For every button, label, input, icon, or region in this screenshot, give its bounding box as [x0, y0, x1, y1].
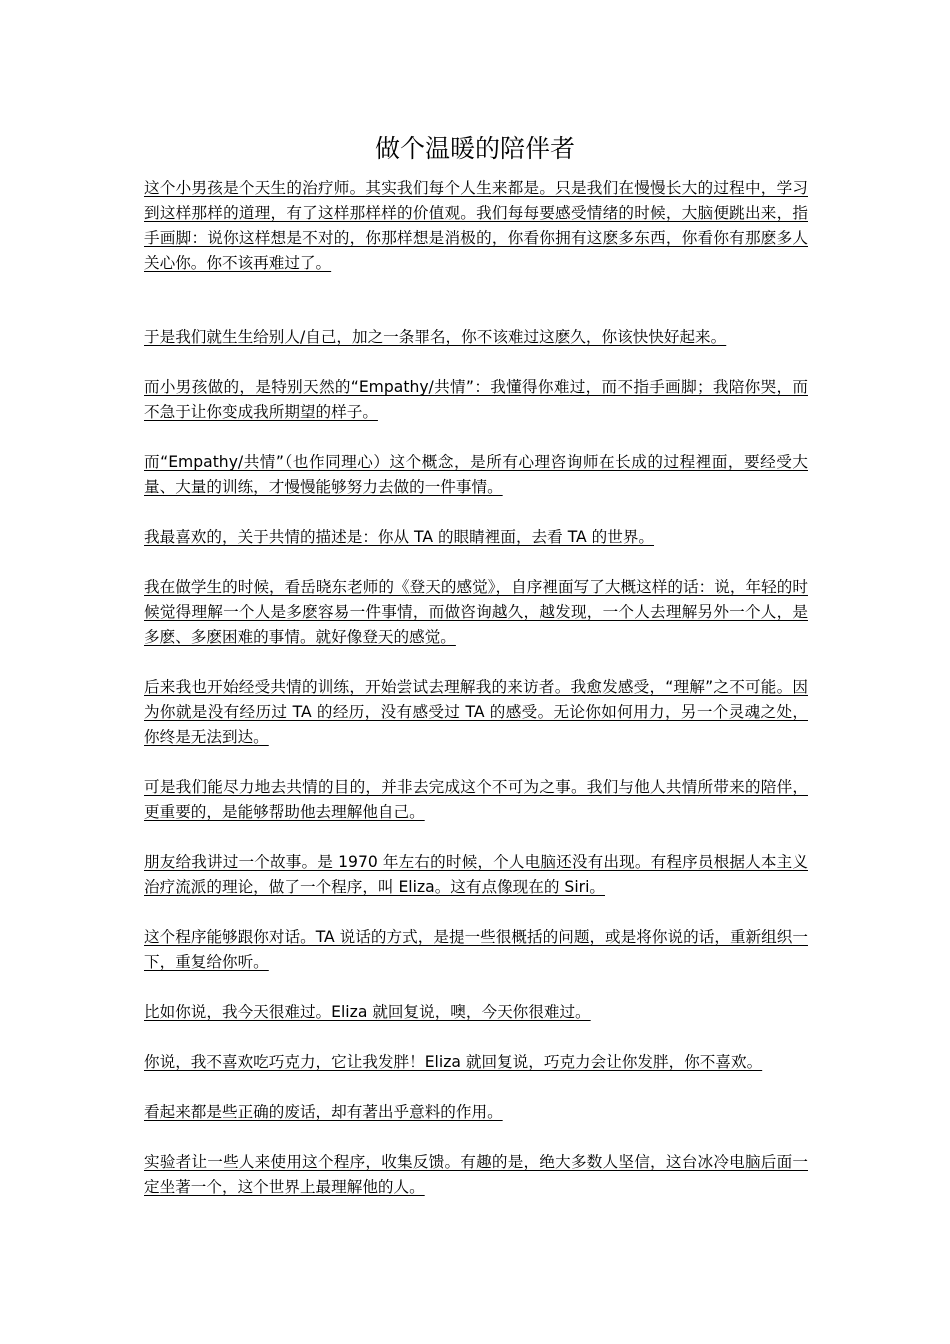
- paragraph-9: 朋友给我讲过一个故事。是 1970 年左右的时候，个人电脑还没有出现。有程序员根据人本主义治疗流派的理论，做了一个程序，叫 Eliza。这有点像现在的 Siri。: [144, 853, 808, 896]
- paragraph-1: 这个小男孩是个天生的治疗师。其实我们每个人生来都是。只是我们在慢慢长大的过程中，学习到这样那样的道理，有了这样那样样的价值观。我们每每要感受情绪的时候，大脑便跳出来，指手画脚：说你这样想是不对的，你那样想是消极的，你看你拥有这麽多东西，你看你有那麽多人关心你。你不该再难过了。: [144, 179, 808, 272]
- paragraph-14: 实验者让一些人来使用这个程序，收集反馈。有趣的是，绝大多数人坚信，这台冰冷电脑后面一定坐著一个，这个世界上最理解他的人。: [144, 1153, 808, 1196]
- paragraph-2: 于是我们就生生给别人/自己，加之一条罪名，你不该难过这麽久，你该快快好起来。: [144, 328, 727, 346]
- paragraph-3: 而小男孩做的，是特别天然的“Empathy/共情”：我懂得你难过，而不指手画脚；我陪你哭，而不急于让你变成我所期望的样子。: [144, 378, 808, 421]
- paragraph-12: 你说，我不喜欢吃巧克力，它让我发胖！Eliza 就回复说，巧克力会让你发胖，你不喜欢。: [144, 1053, 763, 1071]
- paragraph-11: 比如你说，我今天很难过。Eliza 就回复说，噢，今天你很难过。: [144, 1003, 591, 1021]
- document-body: [144, 176, 808, 1200]
- paragraph-5: 我最喜欢的，关于共情的描述是：你从 TA 的眼睛裡面，去看 TA 的世界。: [144, 528, 655, 546]
- paragraph-13: 看起来都是些正确的废话，却有著出乎意料的作用。: [144, 1103, 503, 1121]
- paragraph-8: 可是我们能尽力地去共情的目的，并非去完成这个不可为之事。我们与他人共情所带来的陪伴，更重要的，是能够帮助他去理解他自己。: [144, 778, 808, 821]
- paragraph-4: 而“Empathy/共情”（也作同理心）这个概念，是所有心理咨询师在长成的过程裡面，要经受大量、大量的训练，才慢慢能够努力去做的一件事情。: [144, 453, 808, 496]
- document-title: 做个温暖的陪伴者: [374, 134, 575, 163]
- paragraph-10: 这个程序能够跟你对话。TA 说话的方式，是提一些很概括的问题，或是将你说的话，重新组织一下，重复给你听。: [144, 928, 808, 971]
- paragraph-7: 后来我也开始经受共情的训练，开始尝试去理解我的来访者。我愈发感受，“理解”之不可能。因为你就是没有经历过 TA 的经历，没有感受过 TA 的感受。无论你如何用力，另一个灵魂之处，你终是无法到达。: [144, 678, 808, 746]
- paragraph-6: 我在做学生的时候，看岳晓东老师的《登天的感觉》，自序裡面写了大概这样的话：说，年轻的时候觉得理解一个人是多麽容易一件事情，而做咨询越久，越发现，一个人去理解另外一个人，是多麽、多麽困难的事情。就好像登天的感觉。: [144, 578, 808, 646]
